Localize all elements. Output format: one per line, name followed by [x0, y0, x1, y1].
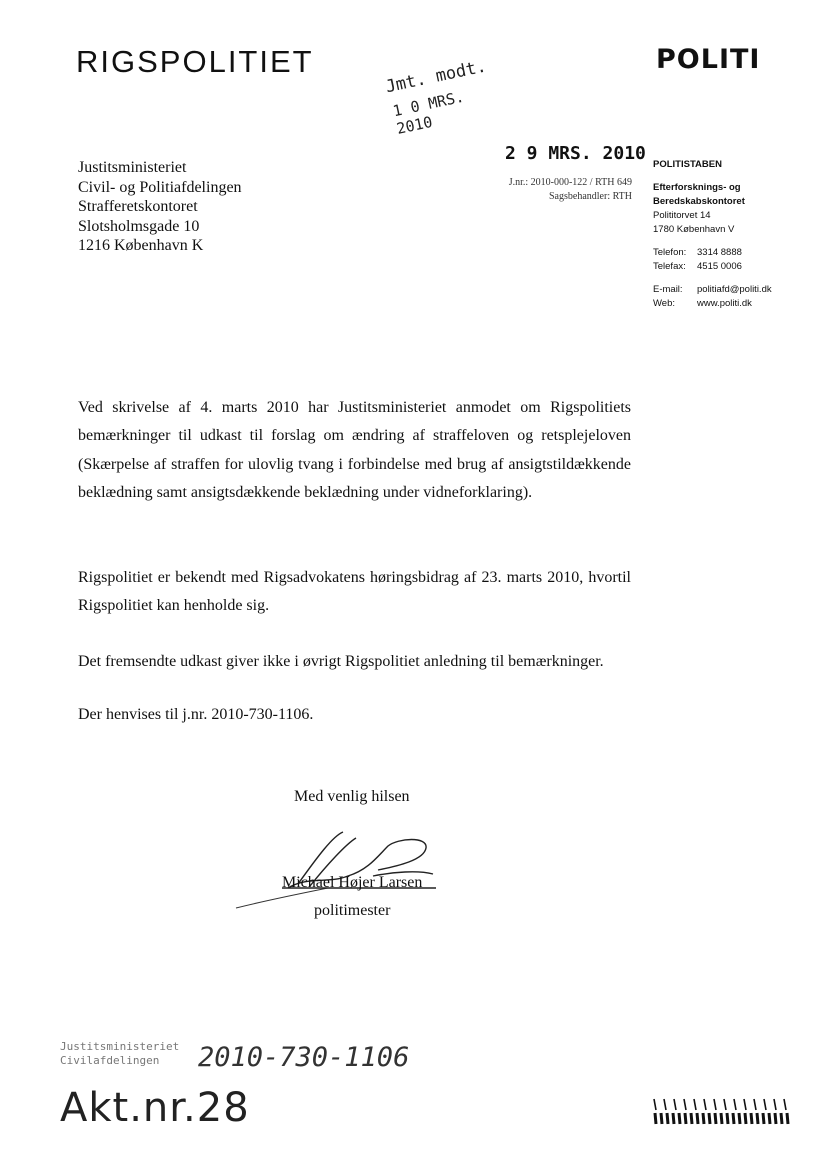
fax-row [653, 260, 773, 274]
organization-title: RIGSPOLITIET [76, 44, 314, 79]
recipient-line: Strafferetskontoret [78, 198, 198, 216]
received-stamp-label: Jmt. modt. [383, 56, 489, 98]
signatory-name: Michael Højer Larsen [282, 874, 423, 891]
journal-number: J.nr.: 2010-000-122 / RTH 649 [508, 177, 632, 188]
recipient-line: 1216 København K [78, 237, 204, 255]
email-value[interactable]: politiafd@politi.dk [697, 284, 772, 295]
akt-number: Akt.nr.28 [60, 1085, 250, 1131]
body-paragraph-3: Det fremsendte udkast giver ikke i øvrigt Rigspolitiet anledning til bemærkninger. [78, 653, 604, 670]
fax-value: 4515 0006 [697, 261, 742, 272]
politi-logo: POLITI [656, 44, 761, 75]
phone-row [653, 246, 773, 260]
email-row [653, 283, 773, 297]
received-stamp-date: 1 0 MRS. 2010 [391, 87, 466, 138]
sender-office: Efterforsknings- og Beredskabskontoret [653, 182, 745, 207]
body-paragraph-1: Ved skrivelse af 4. marts 2010 har Justitsministeriet anmodet om Rigspolitiets bemærkninger til udkast til forslag om ændring af straffeloven og retsplejeloven (Skærpelse af straffen for ulovlig tvang i forbindelse med brug af ansigtstildækkende beklædning samt ansigtsdækkende beklædning under vidneforklaring). [78, 399, 631, 502]
sender-unit: POLITISTABEN [653, 159, 722, 170]
recipient-line: Civil- og Politiafdelingen [78, 178, 242, 196]
barcode [652, 1098, 792, 1126]
web-row [653, 297, 773, 311]
received-stamp [372, 45, 504, 138]
sender-info [653, 158, 773, 311]
journal-stamp [58, 1040, 478, 1073]
closing-greeting: Med venlig hilsen [294, 788, 410, 805]
phone-value: 3314 8888 [697, 247, 742, 258]
reference-block [509, 176, 632, 204]
fax-label: Telefax: [653, 261, 686, 272]
recipient-line: Justitsministeriet [78, 159, 187, 176]
web-label: Web: [653, 298, 676, 309]
journal-stamp-number: 2010-730-1106 [198, 1042, 410, 1073]
journal-stamp-department: Civilafdelingen [60, 1054, 160, 1067]
journal-stamp-ministry: Justitsministeriet [60, 1040, 180, 1053]
web-value[interactable]: www.politi.dk [697, 298, 752, 309]
date-stamp: 2 9 MRS. 2010 [505, 143, 646, 164]
sender-city: 1780 København V [653, 224, 735, 235]
body-paragraph-2: Rigspolitiet er bekendt med Rigsadvokatens høringsbidrag af 23. marts 2010, hvortil Rigspolitiet kan henholde sig. [78, 569, 631, 615]
email-label: E-mail: [653, 284, 683, 295]
phone-label: Telefon: [653, 247, 687, 258]
body-paragraph-4: Der henvises til j.nr. 2010-730-1106. [78, 706, 314, 723]
signatory-title: politimester [314, 902, 391, 919]
case-handler: Sagsbehandler: RTH [549, 191, 632, 202]
sender-street: Polititorvet 14 [653, 210, 711, 221]
recipient-address [78, 158, 242, 256]
recipient-line: Slotsholmsgade 10 [78, 217, 200, 235]
